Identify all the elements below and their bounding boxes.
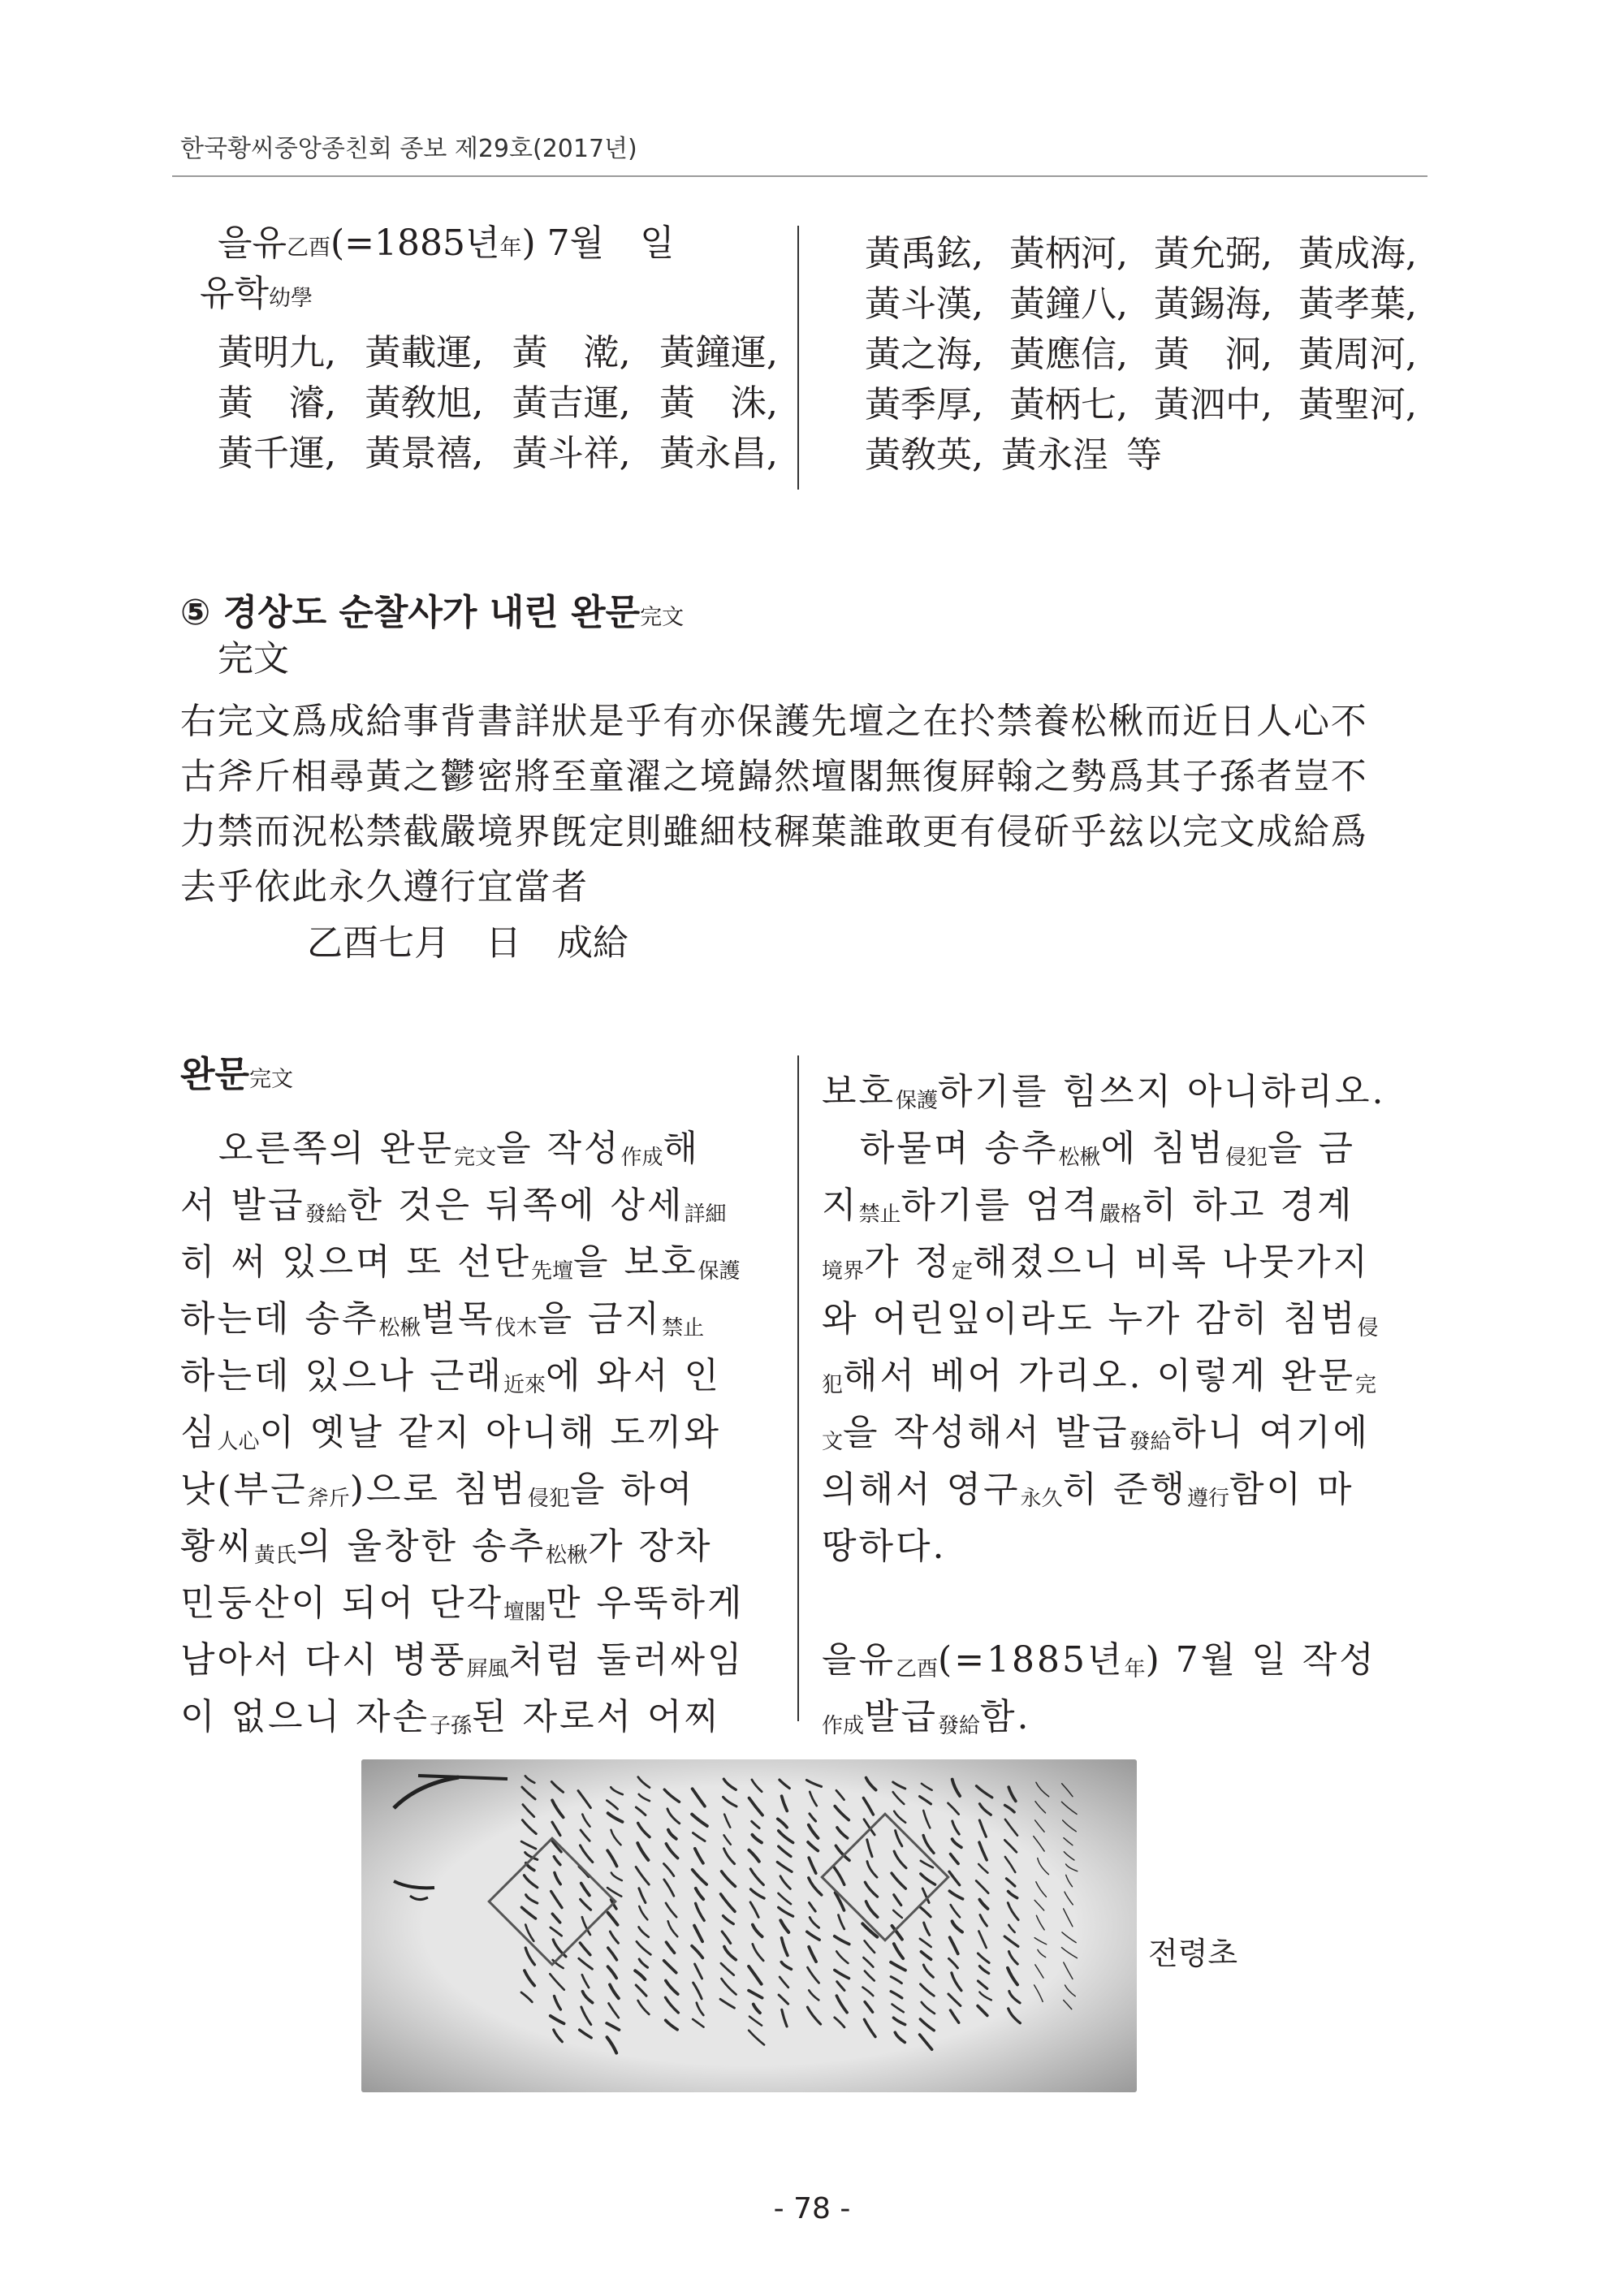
translation-line [180, 1114, 777, 1171]
text-segment: 에 와서 인 [546, 1355, 722, 1396]
text-segment: 이 옛날 같지 아니해 도끼와 [259, 1412, 722, 1453]
text-segment: 히 준행 [1062, 1469, 1188, 1510]
original-line: 力禁而況松禁截嚴境界旣定則雖細枝穉葉誰敢更有侵斫乎玆以完文成給爲 [180, 811, 1368, 852]
text-segment: 하는데 송추 [180, 1298, 379, 1340]
text-segment: 남아서 다시 병풍 [180, 1639, 467, 1681]
text-segment: 가 장차 [588, 1526, 713, 1567]
original-title: 完文 [218, 638, 289, 680]
text-segment: 함이 마 [1229, 1469, 1354, 1510]
text-segment: 伐木 [495, 1316, 538, 1340]
text-segment: 作成 [620, 1146, 663, 1170]
text-segment: 벌목 [421, 1298, 495, 1340]
section-heading: ⑤ 경상도 순찰사가 내린 완문完文 [180, 592, 685, 633]
text-segment: 가 정 [864, 1241, 952, 1283]
text-segment: 遵行 [1187, 1487, 1230, 1511]
name-row: 黃季厚, 黃柄七, 黃泗中, 黃聖河, [865, 384, 1417, 425]
name-row: 黃明九, 黃載運, 黃 漧, 黃鐘運, [218, 332, 778, 373]
text-segment: 黃氏 [254, 1543, 297, 1568]
text-segment: 함. [980, 1696, 1031, 1737]
translation-line [180, 1341, 777, 1398]
top-column-divider [797, 226, 799, 490]
text-segment: 을 작성해서 발급 [843, 1412, 1129, 1453]
text-segment: 先壇 [530, 1259, 573, 1284]
header-divider [172, 175, 1427, 177]
text-segment: 定 [952, 1259, 974, 1284]
translation-line [180, 1228, 777, 1284]
translation-line [822, 1228, 1419, 1284]
translation-line [822, 1057, 1419, 1114]
text-segment: 보호 [822, 1071, 896, 1112]
text-segment: 히 하고 경계 [1142, 1185, 1354, 1226]
image-caption: 전령초 [1148, 1936, 1238, 1971]
original-closing: 乙酉七月 日 成給 [307, 922, 628, 964]
text-segment: 發給 [304, 1202, 348, 1227]
translation-column-divider [797, 1055, 799, 1721]
text-segment: 文 [822, 1430, 844, 1454]
text-segment: 詳細 [684, 1202, 727, 1227]
scanned-document-image [361, 1759, 1137, 2092]
translation-line [822, 1171, 1419, 1228]
name-row: 黃 濬, 黃敎旭, 黃吉運, 黃 洙, [218, 382, 778, 424]
text-segment: 發給 [1129, 1430, 1172, 1454]
translation-line [180, 1569, 777, 1625]
text-segment: 侵 [1357, 1316, 1379, 1340]
text-segment: 完文 [454, 1146, 497, 1170]
text-segment: 황씨 [180, 1526, 255, 1567]
text-segment: 壇閣 [503, 1600, 546, 1625]
translation-line [822, 1114, 1419, 1171]
text-segment: 保護 [896, 1089, 939, 1113]
translation-line [822, 1398, 1419, 1455]
original-line: 古斧斤相尋黃之鬱密將至童濯之境巋然壇閣無復屛翰之勢爲其子孫者豈不 [180, 756, 1368, 797]
translation-line [822, 1284, 1419, 1341]
text-segment: 하기를 힘쓰지 아니하리오. [938, 1071, 1386, 1112]
translation-line [822, 1455, 1419, 1512]
translation-line [822, 1341, 1419, 1398]
text-segment: 된 자로서 어찌 [472, 1696, 722, 1737]
text-segment: (=1885년 [938, 1639, 1125, 1681]
translation-line [822, 1625, 1419, 1682]
title-line: 유학幼學 [200, 273, 313, 314]
text-segment: 낫(부근 [180, 1469, 308, 1510]
text-segment: 發給 [938, 1714, 981, 1738]
text-segment: 屛風 [466, 1657, 509, 1681]
text-segment: 이 없으니 자손 [180, 1696, 430, 1737]
text-segment: 에 침범 [1100, 1128, 1226, 1169]
text-segment: 永久 [1020, 1487, 1063, 1511]
text-segment: 히 써 있으며 또 선단 [180, 1241, 531, 1283]
translation-line [180, 1455, 777, 1512]
text-segment: 을 금 [1268, 1128, 1356, 1169]
text-segment: 발급 [864, 1696, 939, 1737]
text-segment: 保護 [698, 1259, 741, 1284]
text-segment: 처럼 둘러싸임 [508, 1639, 745, 1681]
name-row: 黃敎英, 黃永浧 等 [865, 434, 1162, 476]
original-line: 去乎依此永久遵行宜當者 [180, 866, 589, 908]
text-segment: 松楸 [546, 1543, 589, 1568]
translation-line [180, 1398, 777, 1455]
text-segment: 해졌으니 비록 나뭇가지 [973, 1241, 1371, 1283]
text-segment: 지 [822, 1185, 859, 1226]
text-segment: 境界 [822, 1259, 865, 1284]
name-row: 黃斗漢, 黃鐘八, 黃錫海, 黃孝葉, [865, 283, 1417, 325]
text-segment: 해 [663, 1128, 701, 1169]
translation-heading: 완문完文 [180, 1054, 294, 1095]
text-segment: 子孫 [430, 1714, 473, 1738]
text-segment: 한 것은 뒤쪽에 상세 [347, 1185, 685, 1226]
text-segment: 侵犯 [527, 1487, 570, 1511]
text-segment: 심 [180, 1412, 218, 1453]
scanned-document-svg [361, 1759, 1137, 2092]
translation-line [180, 1625, 777, 1682]
name-row: 黃禹鉉, 黃柄河, 黃允弼, 黃成海, [865, 233, 1417, 274]
text-segment: 을 금지 [537, 1298, 663, 1340]
text-segment: 近來 [503, 1373, 546, 1397]
translation-line [180, 1171, 777, 1228]
original-line: 右完文爲成給事背書詳狀是乎有亦保護先壇之在扵禁養松楸而近日人心不 [180, 701, 1368, 742]
text-segment: 의해서 영구 [822, 1469, 1021, 1510]
text-segment: 을유 [822, 1639, 896, 1681]
text-segment: 하니 여기에 [1171, 1412, 1371, 1453]
text-segment: 年 [1124, 1657, 1146, 1681]
text-segment: 하는데 있으나 근래 [180, 1355, 504, 1396]
text-segment: 斧斤 [307, 1487, 350, 1511]
text-segment: 을 하여 [569, 1469, 695, 1510]
text-segment: 서 발급 [180, 1185, 305, 1226]
text-segment: 만 우뚝하게 [546, 1582, 745, 1624]
text-segment: 嚴格 [1099, 1202, 1142, 1227]
name-row: 黃之海, 黃應信, 黃 泂, 黃周河, [865, 334, 1417, 375]
name-row: 黃千運, 黃景禧, 黃斗祥, 黃永昌, [218, 433, 778, 474]
text-segment: 해서 베어 가리오. 이렇게 완문 [843, 1355, 1355, 1396]
text-segment: 을 보호 [573, 1241, 698, 1283]
translation-line [822, 1512, 1419, 1569]
translation-line [822, 1682, 1419, 1739]
text-segment: 犯 [822, 1373, 844, 1397]
text-segment: 松楸 [378, 1316, 421, 1340]
text-segment: )으로 침범 [349, 1469, 528, 1510]
newsletter-header: 한국황씨중앙종친회 종보 제29호(2017년) [180, 135, 637, 163]
text-segment: 의 울창한 송추 [296, 1526, 546, 1567]
translation-left-column [180, 1114, 777, 1739]
page-number: - 78 - [773, 2192, 851, 2225]
text-segment: 侵犯 [1225, 1146, 1268, 1170]
original-text [180, 692, 1419, 913]
text-segment: 作成 [822, 1714, 865, 1738]
text-segment: 하기를 엄격 [901, 1185, 1100, 1226]
text-segment: 人心 [217, 1430, 260, 1454]
left-name-list [218, 325, 778, 476]
paragraph-gap [822, 1569, 1419, 1625]
translation-line [180, 1284, 777, 1341]
text-segment: 禁止 [858, 1202, 901, 1227]
translation-line [180, 1682, 777, 1739]
translation-line [180, 1512, 777, 1569]
text-segment: 乙酉 [896, 1657, 939, 1681]
text-segment: 와 어린잎이라도 누가 감히 침범 [822, 1298, 1358, 1340]
text-segment: 하물며 송추 [822, 1128, 1059, 1169]
text-segment: 땅하다. [822, 1526, 947, 1567]
text-segment: 을 작성 [496, 1128, 621, 1169]
text-segment: 禁止 [662, 1316, 705, 1340]
text-segment: 민둥산이 되어 단각 [180, 1582, 504, 1624]
date-line: 을유乙酉(=1885년年) 7월 일 [218, 222, 675, 264]
text-segment: 오른쪽의 완문 [180, 1128, 455, 1169]
text-segment: 完 [1355, 1373, 1377, 1397]
text-segment: ) 7월 일 작성 [1145, 1639, 1376, 1681]
right-name-list [865, 226, 1417, 477]
translation-right-column [822, 1057, 1419, 1739]
text-segment: 松楸 [1058, 1146, 1101, 1170]
